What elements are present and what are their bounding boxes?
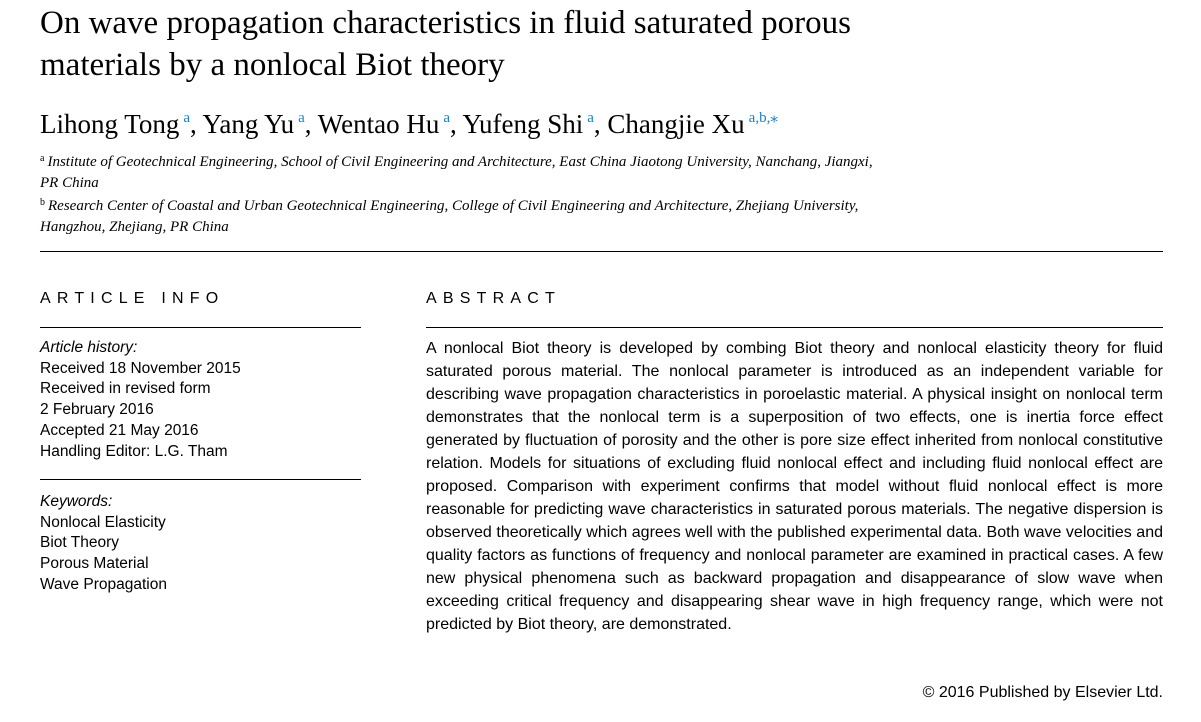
article-history (40, 338, 361, 462)
title-line-1: On wave propagation characteristics in fluid saturated porous (40, 5, 851, 41)
affiliation-a (40, 149, 1000, 193)
affiliation-mark: b (40, 197, 45, 208)
author-name[interactable]: Yang Yu (202, 109, 295, 139)
article-info-divider (40, 327, 361, 328)
history-entry: 2 February 2016 (40, 401, 154, 419)
author-list: Lihong Tong $^a$, Yang Yu $^a$, Wentao Hu $^a$, Yufeng Shi $^a$, Changjie Xu $^{a,b,⁎}$ (40, 109, 778, 139)
abstract-text: A nonlocal Biot theory is developed by combing Biot theory and nonlocal elasticity theory for fluid saturated porous material. The nonlocal parameter is introduced as an independent variable for describing wave propagation characteristics in poroelastic material. A physical insight on nonlocal term demonstrates that the nonlocal term is a superposition of two effects, one is inertia force effect generated by fluctuation of porosity and the other is pore size effect inherited from nonlocal constitutive relation. Models for situations of excluding fluid nonlocal effect and including fluid nonlocal effect are proposed. Comparison with experiment confirms that model without fluid nonlocal effect is more reasonable for predicting wave characteristics in saturated porous materials. The negative dispersion is observed theoretically which agrees well with the published experimental data. Both wave velocities and quality factors as functions of frequency and nonlocal parameter are examined in practical cases. A few new physical phenomena such as backward propagation and disappearance of slow wave when exceeding critical frequency and disappearing shear wave in high frequency range, which were not predicted by Biot theory, are demonstrated. (426, 340, 1163, 633)
author-name[interactable]: Wentao Hu (317, 109, 440, 139)
keyword: Nonlocal Elasticity (40, 513, 166, 531)
affiliation-text: PR China (40, 174, 99, 191)
article-title (40, 2, 1160, 86)
affiliation-mark: a (40, 153, 45, 164)
affiliation-text: Research Center of Coastal and Urban Geotechnical Engineering, College of Civil Engineering and Architecture, Zhejiang University, (48, 198, 859, 214)
keyword: Wave Propagation (40, 575, 167, 593)
author-affiliation-mark[interactable]: a (298, 110, 305, 126)
author-name[interactable]: Changjie Xu (607, 109, 745, 139)
author-name[interactable]: Lihong Tong (40, 109, 180, 139)
keywords-label: Keywords: (40, 493, 113, 510)
author-affiliation-mark[interactable]: a,b,⁎ (748, 110, 778, 126)
affiliation-text: Institute of Geotechnical Engineering, School of Civil Engineering and Architecture, East China Jiaotong University, Nanchang, Jiangxi, (47, 154, 873, 170)
abstract-divider (426, 327, 1163, 328)
abstract-heading: ABSTRACT (426, 290, 561, 307)
affiliations (40, 149, 1000, 237)
history-entry: Handling Editor: L.G. Tham (40, 442, 228, 460)
author-affiliation-mark[interactable]: a (443, 110, 450, 126)
article-history-label: Article history: (40, 339, 138, 356)
article-info-heading: ARTICLE INFO (40, 290, 225, 307)
affiliation-b (40, 193, 1000, 237)
copyright-notice: © 2016 Published by Elsevier Ltd. (922, 684, 1163, 701)
header-divider (40, 251, 1163, 252)
keywords-divider (40, 479, 361, 480)
history-entry: Received in revised form (40, 380, 211, 398)
keywords (40, 492, 361, 596)
keyword: Porous Material (40, 555, 149, 573)
history-entry: Accepted 21 May 2016 (40, 421, 199, 439)
author-affiliation-mark[interactable]: a (183, 110, 191, 126)
keyword: Biot Theory (40, 534, 119, 552)
author-affiliation-mark[interactable]: a (587, 110, 594, 126)
affiliation-text: Hangzhou, Zhejiang, PR China (40, 218, 229, 235)
author-name[interactable]: Yufeng Shi (462, 109, 584, 139)
title-line-2: materials by a nonlocal Biot theory (40, 47, 505, 83)
history-entry: Received 18 November 2015 (40, 359, 241, 377)
